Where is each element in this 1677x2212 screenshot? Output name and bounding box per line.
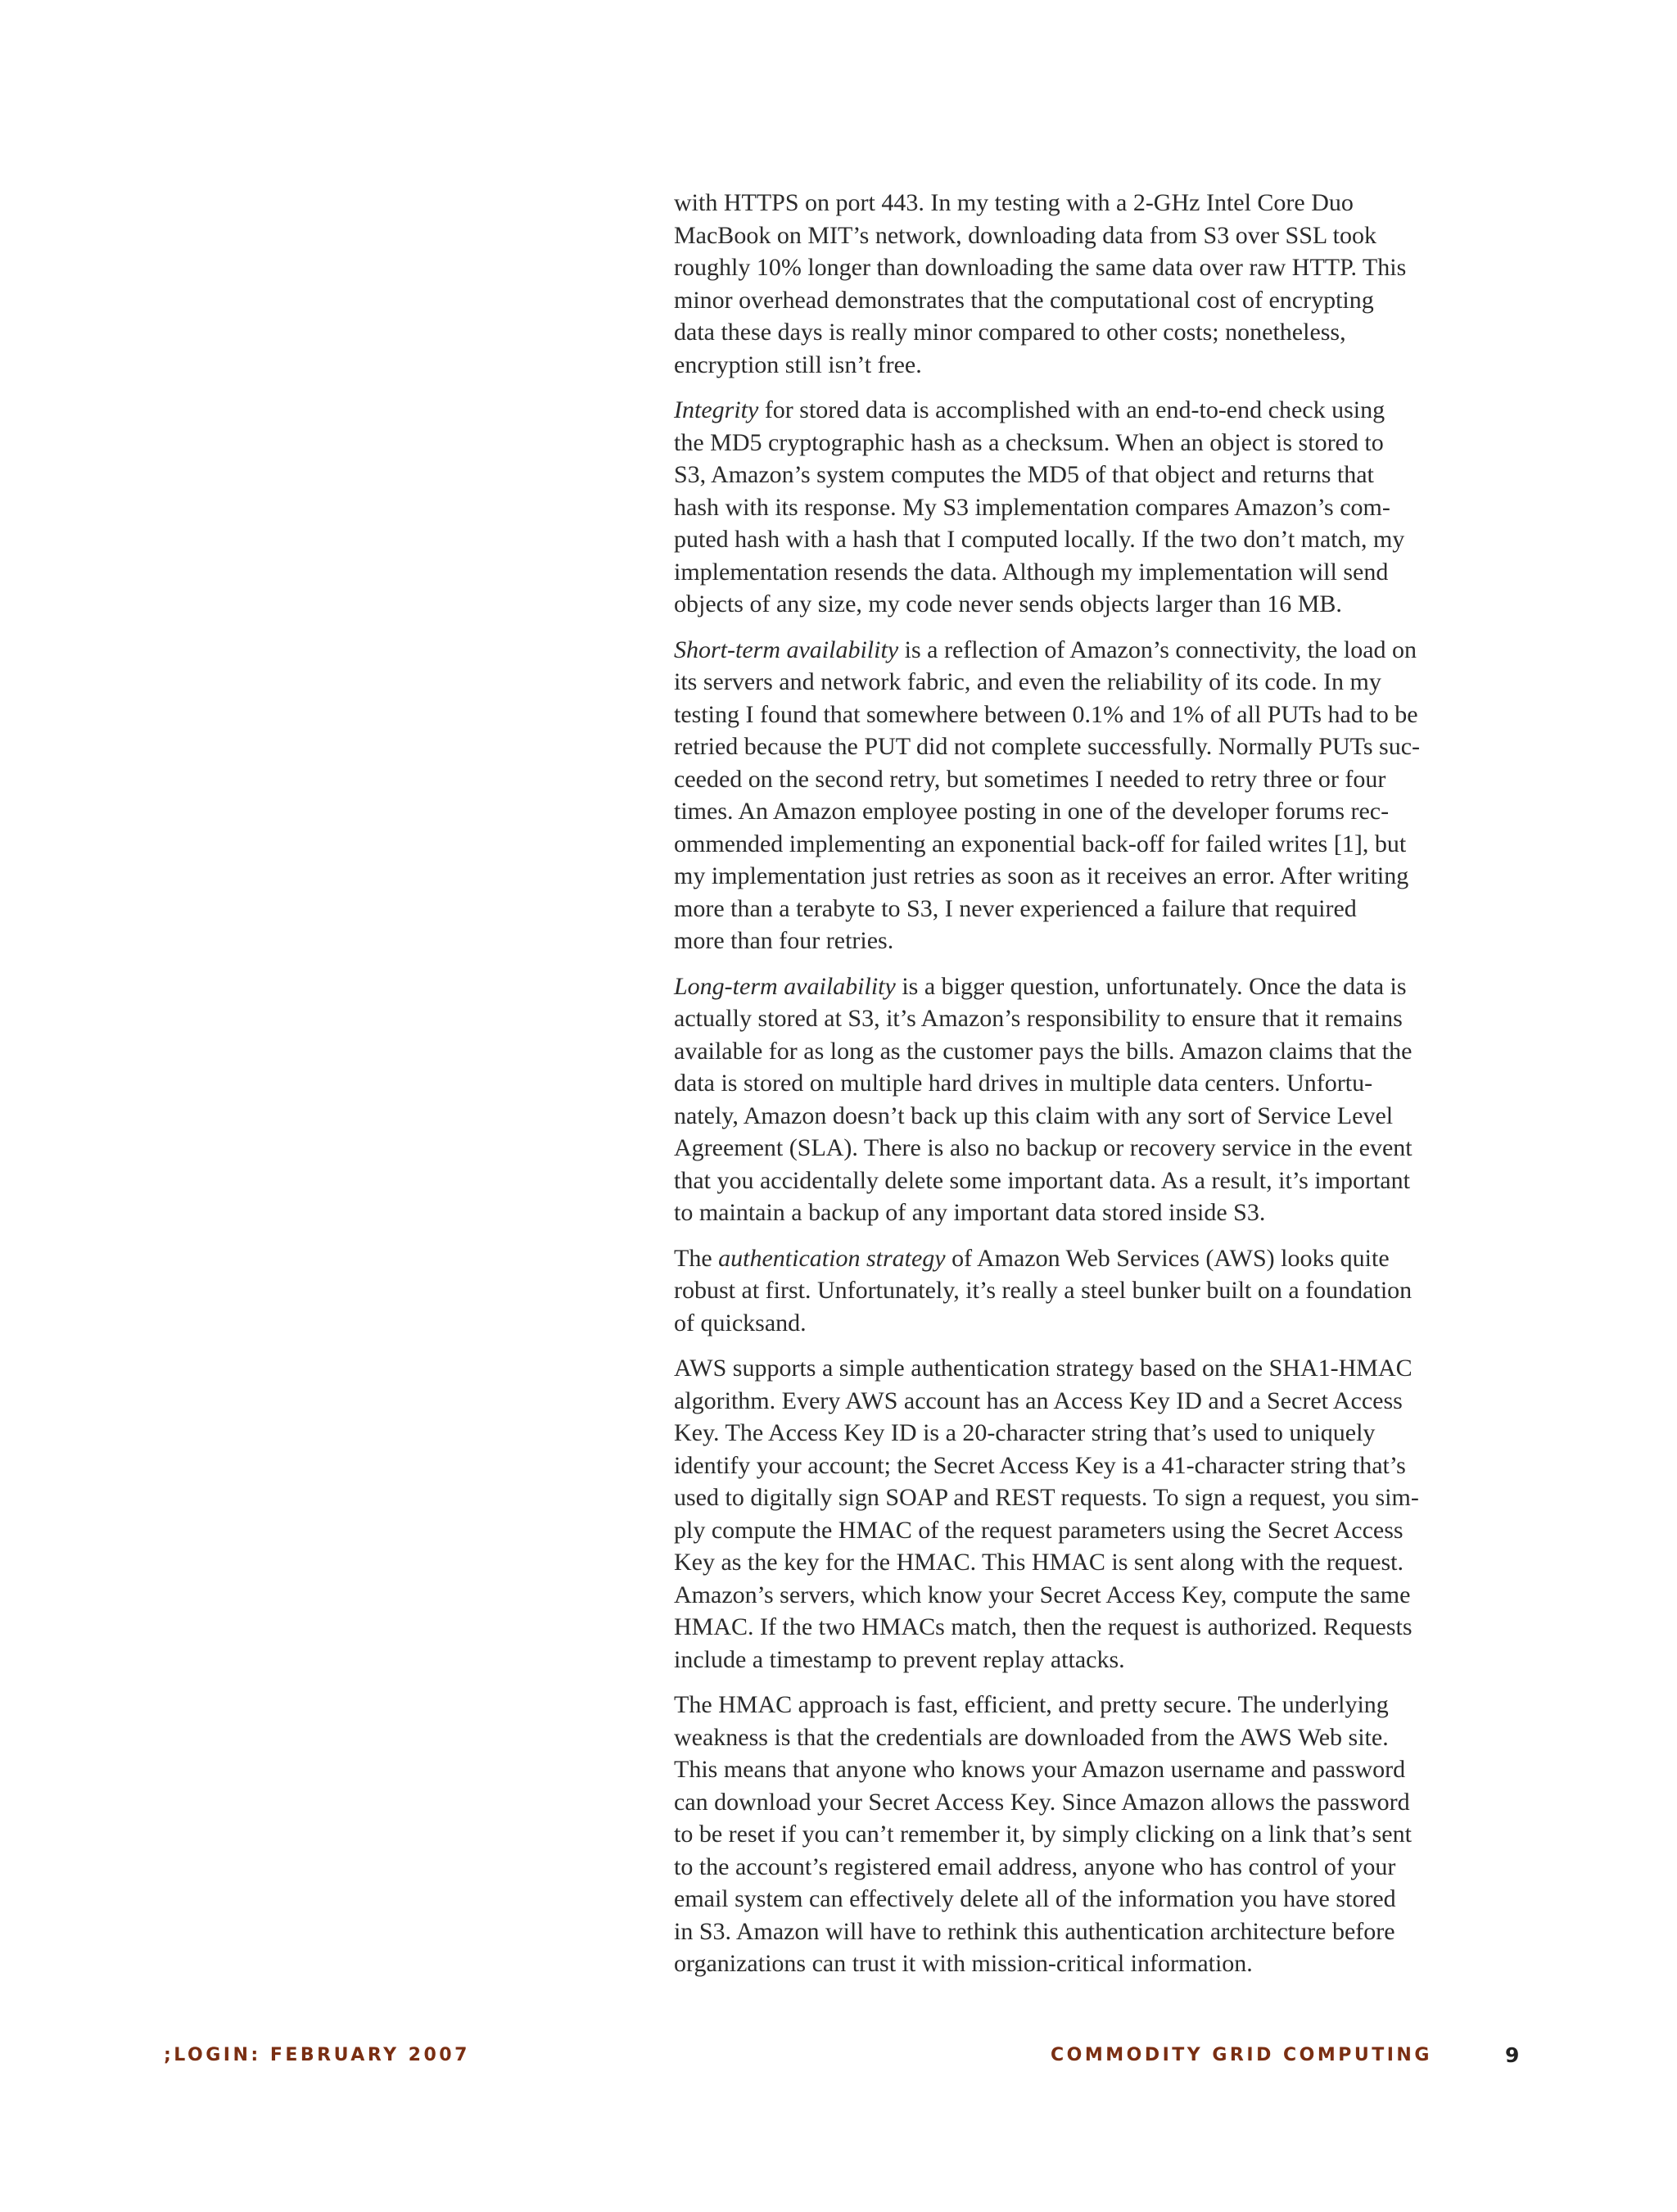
italic-term: Integrity bbox=[674, 396, 759, 423]
text-line: HMAC. If the two HMACs match, then the request is authorized. Requests bbox=[674, 1613, 1413, 1640]
text-line: times. An Amazon employee posting in one of the developer forums rec- bbox=[674, 798, 1390, 825]
italic-term: Short-term availability bbox=[674, 636, 899, 663]
text-line: Amazon’s servers, which know your Secret Access Key, compute the same bbox=[674, 1581, 1411, 1608]
text-line: nately, Amazon doesn’t back up this claim with any sort of Service Level bbox=[674, 1101, 1394, 1129]
text-line: Key. The Access Key ID is a 20-character string that’s used to uniquely bbox=[674, 1419, 1376, 1446]
text-line: This means that anyone who knows your Amazon username and password bbox=[674, 1756, 1406, 1783]
page-number: 9 bbox=[1505, 2043, 1520, 2067]
text-line: encryption still isn’t free. bbox=[674, 351, 922, 378]
text-line: identify your account; the Secret Access Key is a 41-character string that’s bbox=[674, 1451, 1406, 1479]
text-line: organizations can trust it with mission-critical information. bbox=[674, 1950, 1253, 1977]
paragraph-short-term-availability bbox=[674, 634, 1517, 957]
text-line: AWS supports a simple authentication strategy based on the SHA1-HMAC bbox=[674, 1355, 1413, 1382]
text-line: The HMAC approach is fast, efficient, and pretty secure. The underlying bbox=[674, 1691, 1389, 1718]
text-run: is a bigger question, unfortunately. Once the data is bbox=[895, 972, 1407, 1000]
footer-section-title: COMMODITY GRID COMPUTING bbox=[1051, 2045, 1432, 2065]
text-line: implementation resends the data. Although my implementation will send bbox=[674, 558, 1389, 586]
text-line: to the account’s registered email address, anyone who has control of your bbox=[674, 1852, 1396, 1880]
paragraph-integrity bbox=[674, 394, 1517, 621]
text-line bbox=[674, 970, 1517, 1003]
text-line: more than four retries. bbox=[674, 927, 894, 954]
text-line: email system can effectively delete all of the information you have stored bbox=[674, 1885, 1396, 1912]
text-line: testing I found that somewhere between 0.1% and 1% of all PUTs had to be bbox=[674, 700, 1418, 728]
text-line: ceeded on the second retry, but sometimes I needed to retry three or four bbox=[674, 765, 1386, 793]
text-line: the MD5 cryptographic hash as a checksum. When an object is stored to bbox=[674, 428, 1384, 456]
italic-term: Long-term availability bbox=[674, 972, 896, 1000]
paragraph-hmac-weakness bbox=[674, 1689, 1517, 1980]
paragraph-sha1-hmac bbox=[674, 1352, 1517, 1676]
text-line: more than a terabyte to S3, I never experienced a failure that required bbox=[674, 894, 1357, 922]
text-line: minor overhead demonstrates that the computational cost of encrypting bbox=[674, 286, 1374, 314]
text-line: robust at first. Unfortunately, it’s really a steel bunker built on a foundation bbox=[674, 1277, 1413, 1304]
text-line: data these days is really minor compared to other costs; nonetheless, bbox=[674, 319, 1346, 346]
text-line: that you accidentally delete some important data. As a result, it’s important bbox=[674, 1166, 1410, 1194]
text-line: MacBook on MIT’s network, downloading data from S3 over SSL took bbox=[674, 221, 1376, 249]
text-line: hash with its response. My S3 implementation compares Amazon’s com- bbox=[674, 493, 1390, 521]
text-line: ply compute the HMAC of the request parameters using the Secret Access bbox=[674, 1516, 1404, 1544]
text-line bbox=[674, 1242, 1517, 1275]
text-line bbox=[674, 394, 1517, 427]
text-line: my implementation just retries as soon as it receives an error. After writing bbox=[674, 862, 1409, 889]
text-run: of Amazon Web Services (AWS) looks quite bbox=[945, 1244, 1390, 1272]
text-line: of quicksand. bbox=[674, 1309, 807, 1337]
text-line: used to digitally sign SOAP and REST requests. To sign a request, you sim- bbox=[674, 1484, 1419, 1511]
text-line: with HTTPS on port 443. In my testing with a 2-GHz Intel Core Duo bbox=[674, 189, 1354, 216]
text-line: to be reset if you can’t remember it, by simply clicking on a link that’s sent bbox=[674, 1821, 1412, 1848]
text-line: roughly 10% longer than downloading the same data over raw HTTP. This bbox=[674, 254, 1407, 281]
text-line: Key as the key for the HMAC. This HMAC is sent along with the request. bbox=[674, 1549, 1404, 1576]
paragraph-authentication-strategy bbox=[674, 1242, 1517, 1340]
text-line: S3, Amazon’s system computes the MD5 of that object and returns that bbox=[674, 461, 1374, 488]
text-line: weakness is that the credentials are downloaded from the AWS Web site. bbox=[674, 1723, 1389, 1751]
footer-publication: ;LOGIN: FEBRUARY 2007 bbox=[164, 2045, 470, 2065]
text-line bbox=[674, 634, 1517, 667]
italic-term: authentication strategy bbox=[718, 1244, 946, 1272]
text-line: algorithm. Every AWS account has an Access Key ID and a Secret Access bbox=[674, 1386, 1403, 1414]
text-line: ommended implementing an exponential back-off for failed writes [1], but bbox=[674, 830, 1407, 857]
text-line: objects of any size, my code never sends objects larger than 16 MB. bbox=[674, 590, 1342, 617]
text-line: can download your Secret Access Key. Since Amazon allows the password bbox=[674, 1788, 1410, 1816]
paragraph-https bbox=[674, 187, 1517, 381]
text-line: to maintain a backup of any important data stored inside S3. bbox=[674, 1199, 1266, 1226]
text-line: include a timestamp to prevent replay attacks. bbox=[674, 1645, 1125, 1673]
text-line: actually stored at S3, it’s Amazon’s responsibility to ensure that it remains bbox=[674, 1005, 1403, 1032]
text-run: is a reflection of Amazon’s connectivity, the load on bbox=[898, 636, 1417, 663]
text-line: Agreement (SLA). There is also no backup or recovery service in the event bbox=[674, 1134, 1413, 1161]
text-line: its servers and network fabric, and even the reliability of its code. In my bbox=[674, 668, 1381, 695]
text-run: for stored data is accomplished with an end-to-end check using bbox=[758, 396, 1385, 423]
paragraph-long-term-availability bbox=[674, 970, 1517, 1229]
text-run: The bbox=[674, 1244, 719, 1272]
text-line: puted hash with a hash that I computed locally. If the two don’t match, my bbox=[674, 526, 1405, 553]
text-line: in S3. Amazon will have to rethink this authentication architecture before bbox=[674, 1917, 1395, 1945]
text-line: data is stored on multiple hard drives in multiple data centers. Unfortu- bbox=[674, 1070, 1373, 1097]
text-line: retried because the PUT did not complete successfully. Normally PUTs suc- bbox=[674, 733, 1421, 760]
text-line: available for as long as the customer pays the bills. Amazon claims that the bbox=[674, 1037, 1413, 1065]
article-body bbox=[674, 187, 1517, 1993]
